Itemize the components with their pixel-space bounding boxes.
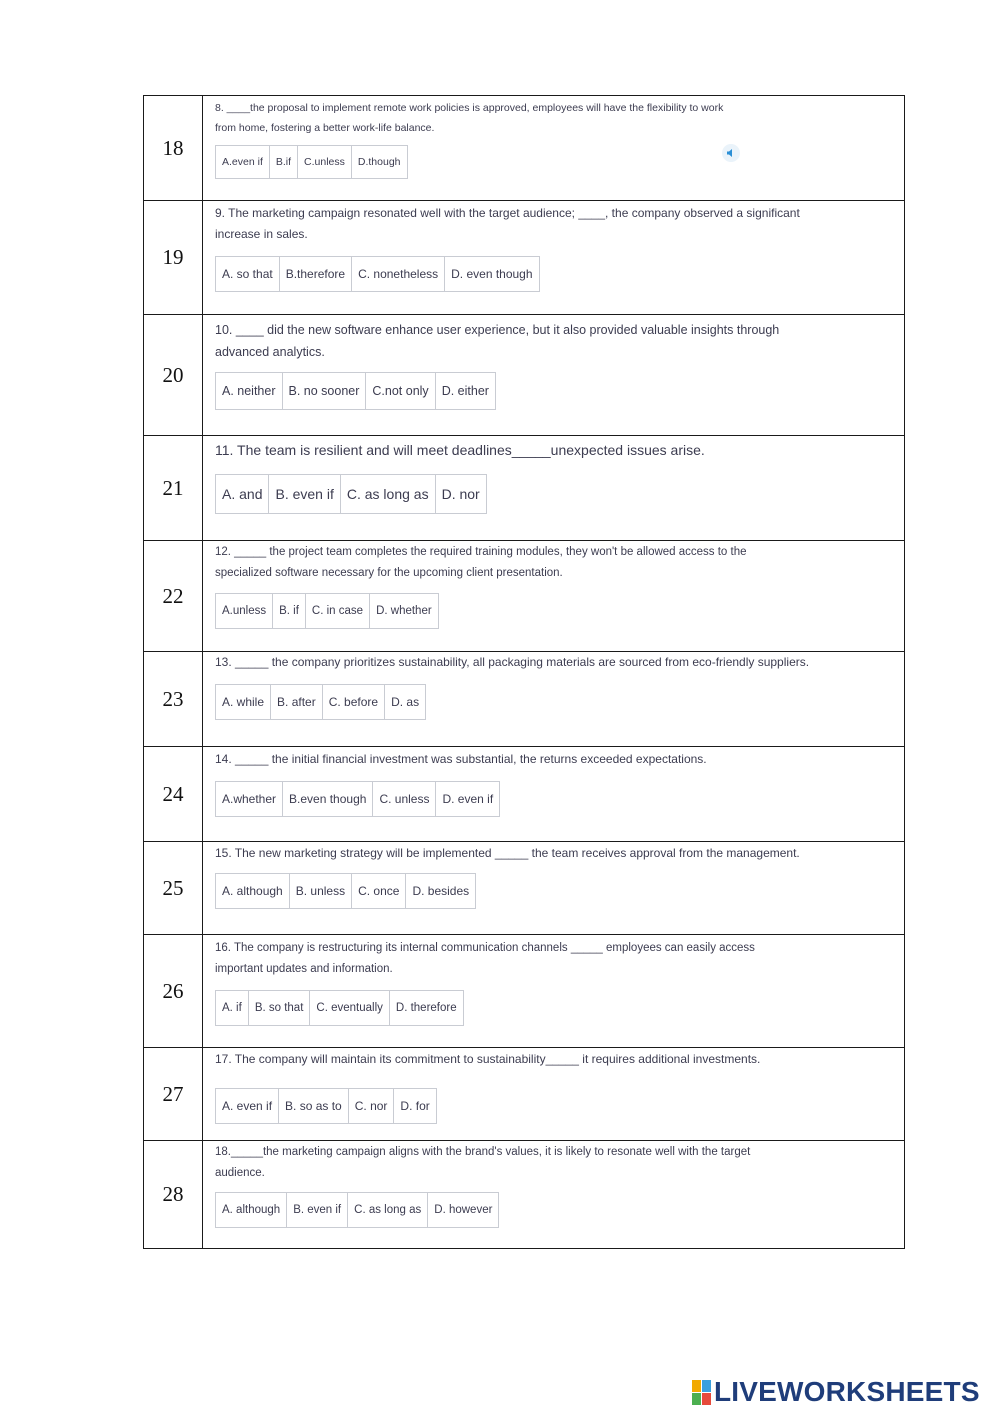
answer-option[interactable]: D.though — [351, 146, 407, 178]
question-cell — [203, 436, 905, 541]
question-text: 11. The team is resilient and will meet deadlines_____unexpected issues arise. — [215, 442, 705, 458]
question-content — [203, 652, 904, 746]
question-number: 18 — [144, 96, 203, 201]
question-content — [203, 315, 904, 435]
answer-option[interactable]: A.whether — [216, 782, 282, 816]
question-row — [144, 201, 905, 315]
answer-option[interactable]: A. although — [216, 1193, 286, 1227]
question-row — [144, 541, 905, 652]
question-text: 16. The company is restructuring its internal communication channels _____ employees can easily access important updates and information. — [215, 942, 755, 975]
question-number: 19 — [144, 201, 203, 315]
question-row — [144, 96, 905, 201]
question-number: 23 — [144, 652, 203, 747]
logo-mark-icon — [692, 1380, 711, 1405]
question-number: 20 — [144, 315, 203, 436]
question-content — [203, 96, 904, 200]
answer-option[interactable]: D. for — [393, 1089, 435, 1123]
question-cell — [203, 1141, 905, 1249]
answer-option[interactable]: C. as long as — [347, 1193, 427, 1227]
answer-option[interactable]: B. so as to — [278, 1089, 348, 1123]
question-content — [203, 842, 904, 934]
answer-option[interactable]: A.even if — [216, 146, 269, 178]
answer-option[interactable]: C. once — [351, 874, 405, 908]
question-text: 10. ____ did the new software enhance user experience, but it also provided valuable insights through advanced analytics. — [215, 323, 780, 359]
answer-option[interactable]: C.unless — [297, 146, 351, 178]
question-cell — [203, 96, 905, 201]
question-cell — [203, 201, 905, 315]
answer-options — [215, 990, 464, 1026]
answer-option[interactable]: D. besides — [405, 874, 475, 908]
answer-option[interactable]: A. while — [216, 685, 270, 719]
question-cell — [203, 541, 905, 652]
question-content — [203, 747, 904, 841]
question-row — [144, 935, 905, 1048]
question-content — [203, 436, 904, 540]
question-text: 15. The new marketing strategy will be implemented _____ the team receives approval from the management. — [215, 846, 800, 860]
question-number: 25 — [144, 842, 203, 935]
speaker-icon[interactable] — [722, 144, 740, 162]
question-row — [144, 747, 905, 842]
answer-option[interactable]: D. however — [427, 1193, 498, 1227]
liveworksheets-logo — [692, 1376, 980, 1408]
answer-option[interactable]: D. either — [435, 373, 495, 409]
question-cell — [203, 842, 905, 935]
answer-option[interactable]: A. if — [216, 991, 248, 1025]
answer-option[interactable]: C. unless — [372, 782, 435, 816]
question-text: 9. The marketing campaign resonated well with the target audience; ____, the company observed a significant increase in sales. — [215, 206, 800, 241]
answer-option[interactable]: C. in case — [305, 594, 369, 628]
question-row — [144, 652, 905, 747]
question-cell — [203, 652, 905, 747]
answer-option[interactable]: A. and — [216, 475, 268, 513]
answer-options — [215, 684, 426, 720]
answer-option[interactable]: B. after — [270, 685, 322, 719]
answer-option[interactable]: A. although — [216, 874, 289, 908]
question-row — [144, 436, 905, 541]
answer-option[interactable]: A. even if — [216, 1089, 278, 1123]
answer-option[interactable]: D. even though — [444, 257, 538, 291]
answer-option[interactable]: B. no sooner — [282, 373, 366, 409]
answer-option[interactable]: B. if — [272, 594, 305, 628]
answer-options — [215, 873, 476, 909]
answer-option[interactable]: B. even if — [286, 1193, 347, 1227]
answer-option[interactable]: D. even if — [435, 782, 499, 816]
answer-option[interactable]: D. nor — [435, 475, 486, 513]
answer-option[interactable]: B. even if — [268, 475, 339, 513]
answer-option[interactable]: C. as long as — [340, 475, 435, 513]
question-row — [144, 842, 905, 935]
answer-option[interactable]: B. so that — [248, 991, 310, 1025]
question-text: 17. The company will maintain its commitment to sustainability_____ it requires additional investments. — [215, 1052, 761, 1066]
answer-option[interactable]: C. nonetheless — [351, 257, 444, 291]
answer-option[interactable]: C. before — [322, 685, 384, 719]
answer-options — [215, 372, 496, 410]
question-row — [144, 315, 905, 436]
answer-options — [215, 256, 540, 292]
answer-option[interactable]: B.therefore — [279, 257, 351, 291]
question-content — [203, 935, 904, 1047]
brand-name: LIVEWORKSHEETS — [714, 1376, 980, 1407]
answer-option[interactable]: A. neither — [216, 373, 282, 409]
answer-option[interactable]: C. eventually — [309, 991, 388, 1025]
question-content — [203, 1048, 904, 1140]
answer-options — [215, 1088, 437, 1124]
answer-options — [215, 781, 500, 817]
question-cell — [203, 935, 905, 1048]
answer-options — [215, 474, 487, 514]
answer-options — [215, 593, 439, 629]
answer-option[interactable]: A. so that — [216, 257, 279, 291]
question-number: 26 — [144, 935, 203, 1048]
answer-option[interactable]: C.not only — [365, 373, 434, 409]
question-text: 8. ____the proposal to implement remote work policies is approved, employees will have the flexibility to work from home, fostering a better work-life balance. — [215, 102, 724, 134]
question-content — [203, 201, 904, 314]
speaker-glyph — [726, 148, 736, 158]
question-content — [203, 1141, 904, 1248]
answer-option[interactable]: D. whether — [369, 594, 438, 628]
question-cell — [203, 315, 905, 436]
answer-options — [215, 145, 408, 179]
question-text: 12. _____ the project team completes the required training modules, they won't be allowed access to the specialized software necessary for the upcoming client presentation. — [215, 546, 747, 579]
answer-option[interactable]: C. nor — [348, 1089, 394, 1123]
question-row — [144, 1141, 905, 1249]
question-number: 28 — [144, 1141, 203, 1249]
answer-option[interactable]: D. therefore — [389, 991, 463, 1025]
answer-option[interactable]: B.if — [269, 146, 297, 178]
answer-option[interactable]: A.unless — [216, 594, 272, 628]
question-number: 24 — [144, 747, 203, 842]
question-row — [144, 1048, 905, 1141]
answer-option[interactable]: B. unless — [289, 874, 351, 908]
worksheet-table — [143, 95, 905, 1249]
question-number: 27 — [144, 1048, 203, 1141]
question-cell — [203, 1048, 905, 1141]
question-text: 13. _____ the company prioritizes sustainability, all packaging materials are sourced from eco-friendly suppliers. — [215, 655, 810, 669]
question-number: 21 — [144, 436, 203, 541]
question-number: 22 — [144, 541, 203, 652]
question-text: 18._____the marketing campaign aligns with the brand's values, it is likely to resonate well with the target audience. — [215, 1146, 751, 1179]
answer-option[interactable]: D. as — [384, 685, 425, 719]
question-content — [203, 541, 904, 651]
question-cell — [203, 747, 905, 842]
answer-option[interactable]: B.even though — [282, 782, 372, 816]
answer-options — [215, 1192, 499, 1228]
question-text: 14. _____ the initial financial investment was substantial, the returns exceeded expectations. — [215, 752, 707, 766]
